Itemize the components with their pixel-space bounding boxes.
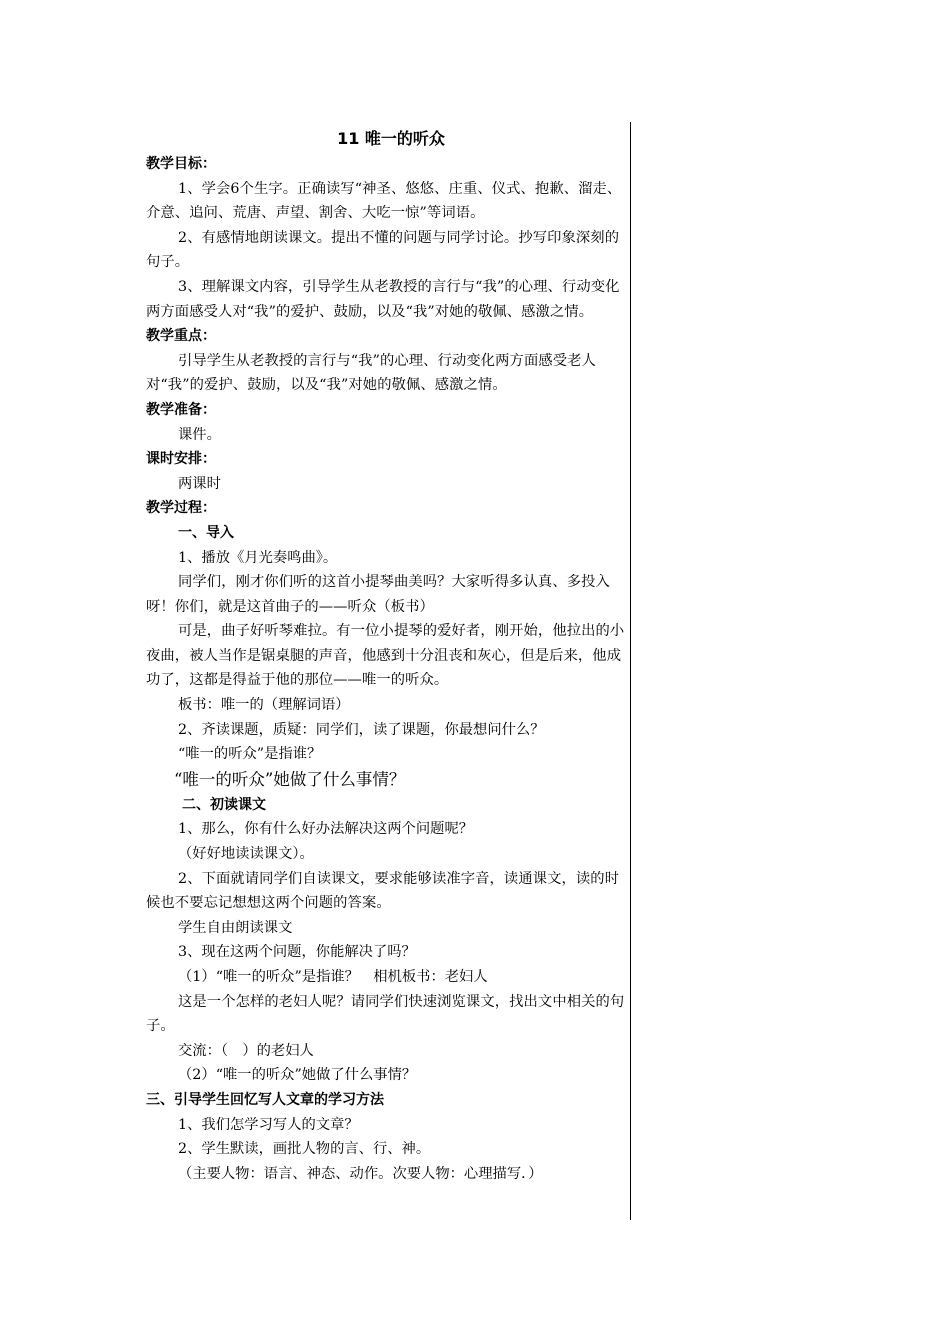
section-1-question: “唯一的听众”她做了什么事情？ (174, 769, 406, 789)
schedule-text: 两课时 (178, 475, 221, 492)
section-2-line: （1）“唯一的听众”是指谁？ 相机板书：老妇人 (178, 969, 488, 985)
lesson-plan-body (146, 126, 626, 1186)
goals-heading: 教学目标： (146, 156, 216, 172)
section-1-line: 1、播放《月光奏鸣曲》。 (178, 549, 338, 566)
goal-item-3: 3、理解课文内容，引导学生从老教授的言行与“我”的心理、行动变化两方面感受人对“我”的爱护、鼓励，以及“我”对她的敬佩、感激之情。 (146, 278, 620, 320)
section-1-heading: 一、导入 (178, 524, 234, 541)
schedule-heading: 课时安排： (146, 451, 216, 468)
focus-text: 引导学生从老教授的言行与“我”的心理、行动变化两方面感受老人对“我”的爱护、鼓励，以及“我”对她的敬佩、感激之情。 (146, 352, 596, 394)
prep-heading: 教学准备： (146, 401, 216, 418)
process-heading: 教学过程： (146, 500, 216, 517)
section-2-heading: 二、初读课文 (182, 796, 266, 813)
section-2-line: 这是一个怎样的老妇人呢？请同学们快速浏览课文，找出文中相关的句子。 (146, 993, 625, 1035)
section-2-line: 交流：（ ）的老妇人 (178, 1042, 314, 1059)
page-title: 11 唯一的听众 (337, 129, 445, 148)
focus-heading: 教学重点： (146, 328, 216, 345)
goal-item-1: 1、学会6个生字。正确读写“神圣、悠悠、庄重、仪式、抱歉、溜走、介意、追问、荒唐、声望、割舍、大吃一惊”等词语。 (146, 180, 622, 222)
section-1-line: 2、齐读课题，质疑：同学们，读了课题，你最想问什么？ (178, 721, 545, 738)
section-2-line: （2）“唯一的听众”她做了什么事情？ (178, 1067, 417, 1084)
right-margin-rule (630, 122, 631, 1220)
section-3-heading: 三、引导学生回忆写人文章的学习方法 (146, 1091, 384, 1108)
section-1-line: 板书：唯一的（理解词语） (178, 697, 350, 714)
section-2-line: 1、那么，你有什么好办法解决这两个问题呢？ (178, 821, 474, 838)
section-3-line: （主要人物：语言、神态、动作。次要人物：心理描写．） (178, 1165, 543, 1182)
section-1-line: 可是，曲子好听琴难拉。有一位小提琴的爱好者，刚开始，他拉出的小夜曲，被人当作是锯桌腿的声音，他感到十分沮丧和灰心，但是后来，他成功了，这都是得益于他的那位——唯一的听众。 (146, 623, 625, 689)
section-2-line: （好好地读读课文）。 (178, 846, 314, 863)
section-3-line: 2、学生默读，画批人物的言、行、神。 (178, 1141, 431, 1158)
section-2-line: 2、下面就请同学们自读课文，要求能够读准字音，读通课文，读的时候也不要忘记想想这两个问题的答案。 (146, 870, 620, 912)
goal-item-2: 2、有感情地朗读课文。提出不懂的问题与同学讨论。抄写印象深刻的句子。 (146, 229, 620, 271)
section-1-line: “唯一的听众”是指谁？ (178, 746, 322, 763)
section-3-line: 1、我们怎学习写人的文章？ (178, 1116, 359, 1133)
section-2-line: 3、现在这两个问题，你能解决了吗？ (178, 944, 416, 961)
prep-text: 课件。 (178, 426, 221, 443)
section-2-line: 学生自由朗读课文 (178, 919, 293, 936)
section-1-line: 同学们，刚才你们听的这首小提琴曲美吗？大家听得多认真、多投入呀！你们，就是这首曲子的——听众（板书） (146, 574, 610, 615)
